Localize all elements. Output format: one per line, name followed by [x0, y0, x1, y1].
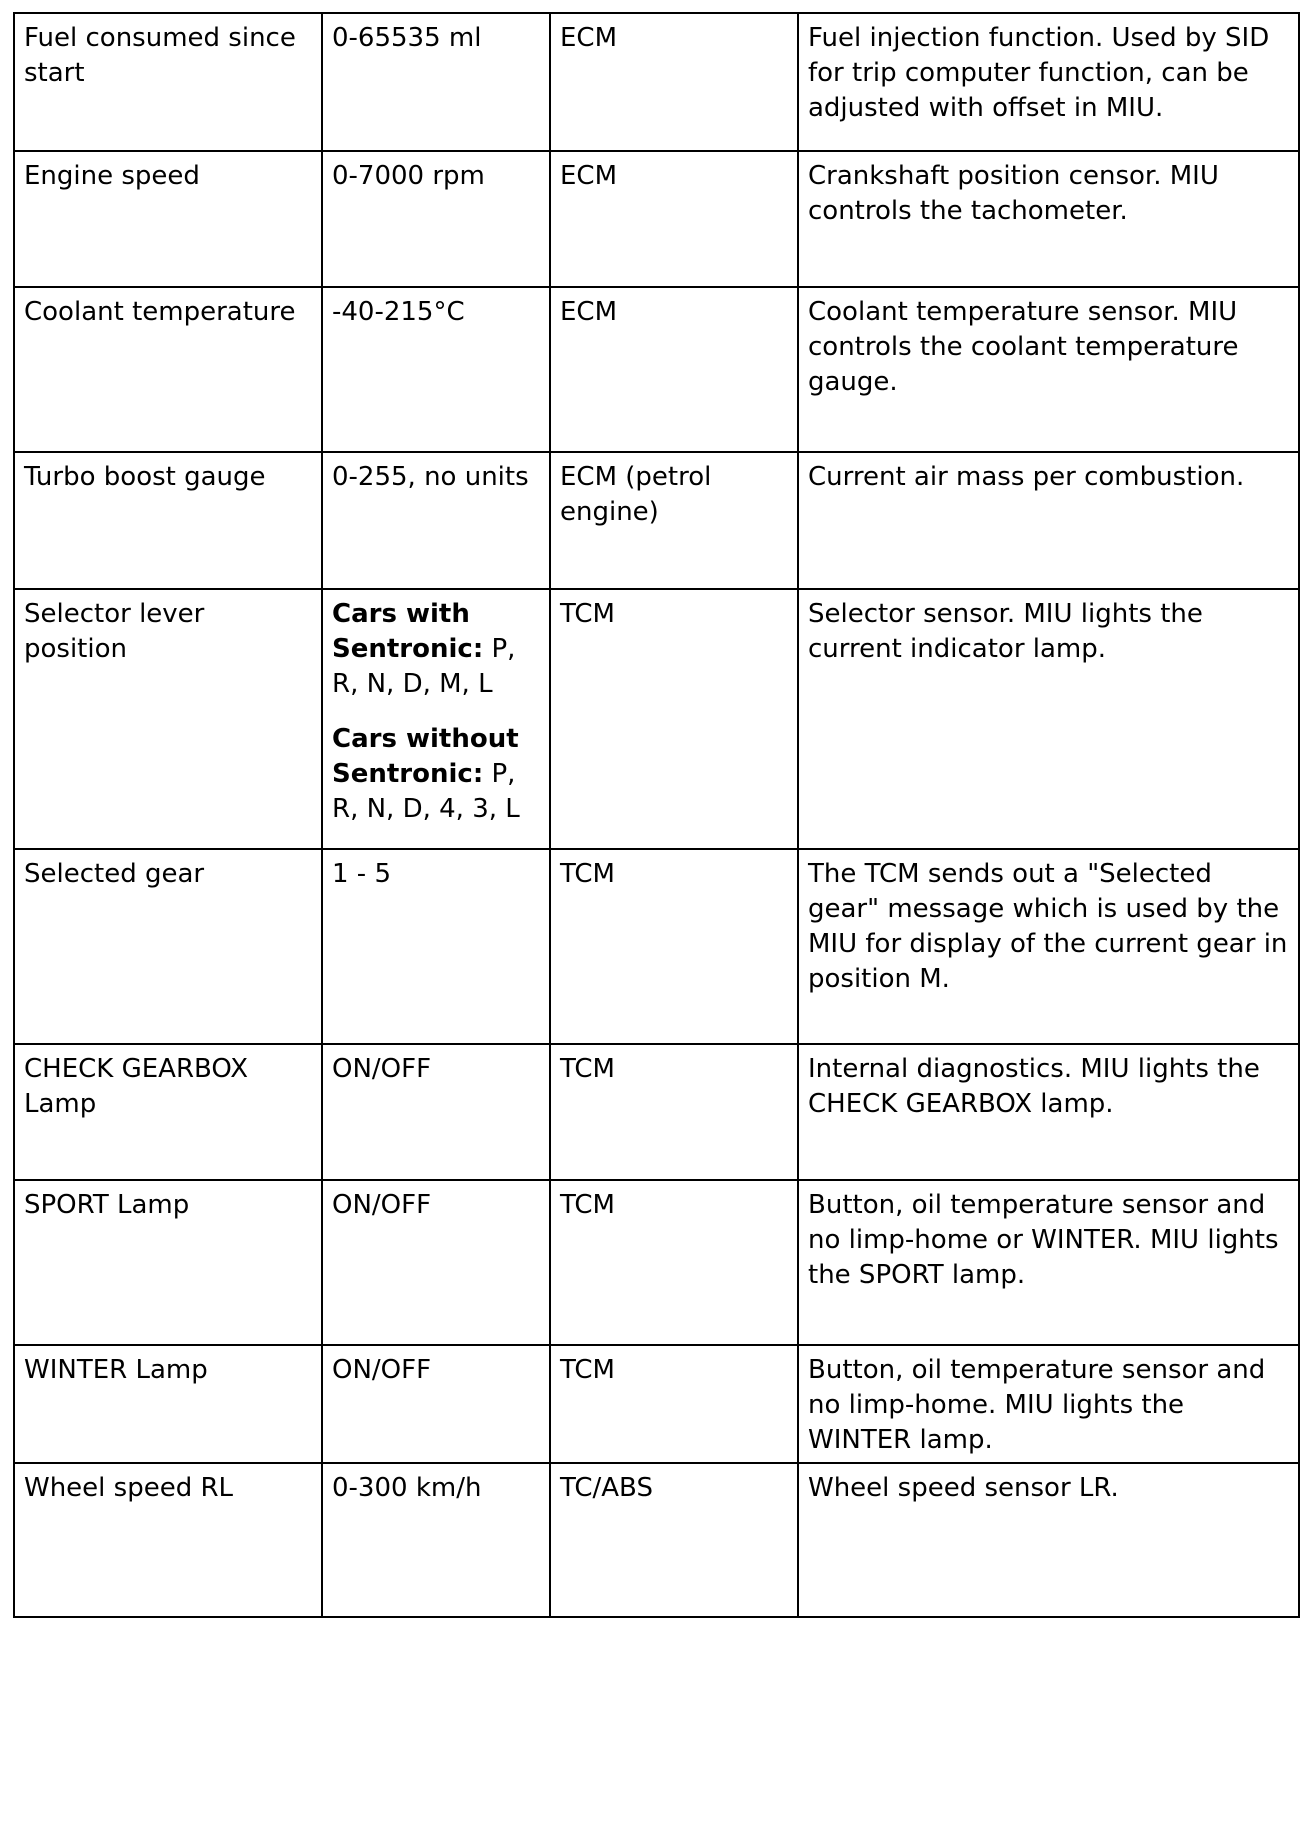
- source-cell: TCM: [550, 1180, 798, 1345]
- signal-cell: CHECK GEARBOX Lamp: [14, 1044, 322, 1180]
- table-row: [14, 1044, 1299, 1180]
- description-cell: Button, oil temperature sensor and no limp-home. MIU lights the WINTER lamp.: [798, 1345, 1299, 1463]
- description-cell: Wheel speed sensor LR.: [798, 1463, 1299, 1617]
- description-cell: Button, oil temperature sensor and no limp-home or WINTER. MIU lights the SPORT lamp.: [798, 1180, 1299, 1345]
- source-cell: ECM: [550, 287, 798, 452]
- source-cell: ECM: [550, 151, 798, 287]
- table-row: [14, 452, 1299, 589]
- range-option-label: Cars with Sentronic:: [332, 599, 484, 664]
- signal-cell: Engine speed: [14, 151, 322, 287]
- signal-cell: Selected gear: [14, 849, 322, 1044]
- table-row: [14, 1345, 1299, 1463]
- description-cell: Coolant temperature sensor. MIU controls the coolant temperature gauge.: [798, 287, 1299, 452]
- range-cell: ON/OFF: [322, 1345, 550, 1463]
- source-cell: TCM: [550, 589, 798, 849]
- signal-cell: Turbo boost gauge: [14, 452, 322, 589]
- source-cell: ECM (petrol engine): [550, 452, 798, 589]
- range-cell: ON/OFF: [322, 1044, 550, 1180]
- table-row: [14, 1180, 1299, 1345]
- range-option-label: Cars without Sentronic:: [332, 724, 519, 789]
- table-row: [14, 287, 1299, 452]
- signal-cell: SPORT Lamp: [14, 1180, 322, 1345]
- range-cell: -40-215°C: [322, 287, 550, 452]
- range-cell: [322, 589, 550, 849]
- source-cell: TCM: [550, 1044, 798, 1180]
- table-row: [14, 849, 1299, 1044]
- range-cell: 0-300 km/h: [322, 1463, 550, 1617]
- description-cell: Fuel injection function. Used by SID for trip computer function, can be adjusted with offset in MIU.: [798, 13, 1299, 151]
- signal-cell: Selector lever position: [14, 589, 322, 849]
- description-cell: The TCM sends out a "Selected gear" message which is used by the MIU for display of the current gear in position M.: [798, 849, 1299, 1044]
- range-cell: ON/OFF: [322, 1180, 550, 1345]
- signal-cell: Coolant temperature: [14, 287, 322, 452]
- description-cell: Internal diagnostics. MIU lights the CHECK GEARBOX lamp.: [798, 1044, 1299, 1180]
- range-cell: 0-7000 rpm: [322, 151, 550, 287]
- description-cell: Selector sensor. MIU lights the current indicator lamp.: [798, 589, 1299, 849]
- signal-cell: Fuel consumed since start: [14, 13, 322, 151]
- table-row: [14, 1463, 1299, 1617]
- table-row: [14, 589, 1299, 849]
- source-cell: TCM: [550, 1345, 798, 1463]
- table-row: [14, 151, 1299, 287]
- range-cell: 1 - 5: [322, 849, 550, 1044]
- signal-cell: WINTER Lamp: [14, 1345, 322, 1463]
- description-cell: Current air mass per combustion.: [798, 452, 1299, 589]
- signal-cell: Wheel speed RL: [14, 1463, 322, 1617]
- range-cell: 0-65535 ml: [322, 13, 550, 151]
- source-cell: TC/ABS: [550, 1463, 798, 1617]
- range-option: [332, 597, 540, 702]
- source-cell: TCM: [550, 849, 798, 1044]
- range-cell: 0-255, no units: [322, 452, 550, 589]
- range-option-values: P, R, N, D, M, L: [332, 634, 516, 699]
- source-cell: ECM: [550, 13, 798, 151]
- description-cell: Crankshaft position censor. MIU controls the tachometer.: [798, 151, 1299, 287]
- signal-table: [13, 12, 1300, 1618]
- table-row: [14, 13, 1299, 151]
- range-option-values: P, R, N, D, 4, 3, L: [332, 759, 520, 824]
- range-option: [332, 722, 540, 827]
